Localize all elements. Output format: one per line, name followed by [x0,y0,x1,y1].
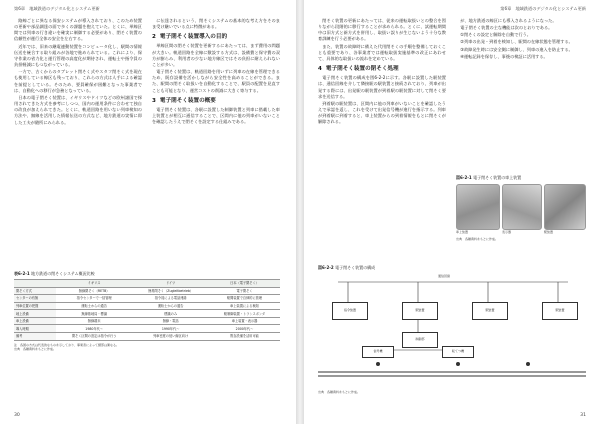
paragraph: 電子閉そく装置は、各駅に設置した制御装置と列車に搭載した車上装置とが相互に通信することで、区間内に他の列車がいないことを確認したうえで閉そくを設定する仕組みである。 [152,106,280,125]
figure-number: 図6-2-1 [456,175,472,180]
list-item: ①閉そくの設定と解除を自動で行う。 [460,32,531,38]
table-note: 注 各国の方式は代表的なものを示しており、事業者によって細部は異なる。 [14,342,120,347]
table-row [14,325,280,333]
equipment-photo [456,184,500,230]
table-cell: 閉そく方式 [14,287,56,295]
table-cell: 簡易閉そく（Zugleitbetrieb） [132,287,209,295]
table-row [14,302,280,310]
diagram-box: 制御部 [402,332,438,348]
table-cell: 1990年代〜 [132,325,209,333]
diagram-box: 駅装置 [472,302,508,320]
section-number: 3 [152,97,156,104]
table-cell: 駅制御装置・トランスポンダ [209,310,280,318]
table-row [14,317,280,325]
right-page-number: 31 [580,413,586,418]
right-running-head: 第6章 地域鉄道のデジタル化とシステム更新 [500,6,586,11]
section-title: 電子閉そく装置導入の目的 [159,34,228,41]
paragraph: に伝達されるという、閉そくシステムの基本的な考え方をそのまま受け継いでいる点に特徴がある。 [152,18,280,30]
diagram-label-network: 通信回線 [438,274,451,278]
right-page [304,0,600,424]
equipment-photo [502,184,542,230]
left-columns [14,18,280,127]
table-row [14,310,280,318]
table-cell: 車上装置による検知 [209,302,280,310]
paragraph: 日本の電子閉そく装置は、イギリスやドイツなどの欧州諸国で採用されてきた方式を参考にしつつ、国内の運用条件に合わせて独自の改良が加えられてきた。とくに、軌道回路を用いない列車検知の方法や、無線を活用した情報伝送の方式など、地方鉄道の実情に即した工夫が随所にみられる。 [14,94,142,125]
table-header-cell: ドイツ [132,280,209,288]
section-title: 電子閉そく装置の閉そく処理 [325,66,399,73]
section-heading [318,66,446,72]
paragraph: が、地方鉄道の線区にも導入されるようになった。 [460,18,557,23]
table-cell: 列車位置の把握 [14,302,56,310]
table-cell: 運転士からの通告 [132,302,209,310]
table-row [14,287,280,295]
table-note: 出典 各種資料をもとに作成。 [14,346,57,351]
equipment-photo [544,184,586,230]
figure-title [318,265,586,271]
paragraph: また、装置の故障時に備えた代用閉そくの手順を整備しておくことも重要であり、各事業者では運転取扱実施基準の改正にあわせて、具体的な取扱いの流れを定めている。 [318,43,446,61]
table-cell: 無線閉そく（RETB） [56,287,132,295]
left-column-1 [14,18,142,127]
section-heading [152,34,280,40]
gutter [296,0,304,424]
diagram-box: 駅装置 [542,302,578,320]
left-page-number: 30 [14,413,20,418]
list-item: ④運転記録を保存し、事後の検証に活用する。 [460,53,548,59]
table-cell: 2000年代〜 [209,325,280,333]
table-cell: 電子閉そく [209,287,280,295]
table-cell: 標識のみ [132,310,209,318]
paragraph: 電子閉そく装置の主な機能は次のとおりである。 [460,25,553,31]
table-title [14,271,280,277]
figure-source: 出典 各種資料をもとに作成。 [318,390,361,394]
list-item: ③故障発生時には安全側に制御し、列車の進入を防止する。 [460,46,573,52]
list-item: ②列車の出発・到着を検知し、駅間の在線状態を管理する。 [460,39,573,45]
table-cell: 1980年代〜 [56,325,132,333]
comparison-table [14,279,280,341]
right-column-2 [456,18,584,127]
figure-title [456,175,586,181]
comparison-table-block [14,268,280,351]
table-cell: 地上設備 [14,310,56,318]
table-row [14,295,280,303]
right-columns [318,18,584,127]
table-cell: 無線端末 [56,317,132,325]
figure-caption-title: 電子閉そく装置の構成 [335,265,376,270]
left-running-head: 第6章 地域鉄道のデジタル化とシステム更新 [14,6,100,11]
right-column-1 [318,18,446,127]
paragraph: 閉そく装置の更新にあたっては、従来の運転取扱いとの整合を図りながら段階的に移行することが求められる。とくに、試運転期間中は旧方式と新方式を併用し、取扱い誤りが生じないよう十分な教育訓練を行う必要がある。 [318,18,446,42]
table-cell: 駅間装置で自律的に管理 [209,295,280,303]
figure-source: 出典 各種資料をもとに作成。 [456,237,499,241]
diagram-box: 指令装置 [332,302,368,320]
table-notes [14,343,280,351]
table-cell: 指令センターで一括管理 [56,295,132,303]
diagram-box: 駅装置 [402,302,438,320]
table-header-cell: イギリス [56,280,132,288]
table-cell: 指令員による電話連絡 [132,295,209,303]
table-caption: 地方鉄道の閉そくシステム概況比較 [31,271,95,276]
table-row [14,333,280,341]
table-header-row [14,280,280,288]
section-title: 電子閉そく装置の概要 [159,97,216,104]
diagram-box: 転てつ機 [442,346,474,358]
table-cell: 車上装置・表示器 [209,317,280,325]
figure-caption-title: 電子閉そく装置の車上装置 [473,175,522,180]
table-cell: 既存設備を活用可能 [209,333,280,341]
table-cell: センターの有無 [14,295,56,303]
table-cell: 車上設備 [14,317,56,325]
paragraph: 単線区間の閉そく装置を更新するにあたっては、まず費用の問題が大きい。軌道回路を全線に敷設する方式は、設備費と保守費の双方が膨らみ、利用者の少ない地方線区ではその負担に耐えられないことが多い。 [152,43,280,67]
table-cell: 閉そく区間の設定は指令が行う [56,333,132,341]
table-cell: 列車密度の低い線区向け [132,333,209,341]
left-page [0,0,296,424]
section-number: 2 [152,34,156,41]
paragraph: 路線ごとに異なる保安システムが導入されており、このため装置の更新や部品調達の面で多くの課題を抱えていた。とくに、単線区間では列車の行き違いを確実に制御する必要があり、閉そく装置の信頼性が運行全体の安全を左右する。 [14,18,142,42]
photo-label: 表示器 [502,230,512,234]
table-cell: 導入時期 [14,325,56,333]
table-body [14,287,280,340]
paragraph: 到着駅の駅装置は、区間内に他の列車がいないことを確認したうえで承認を返し、これを受けて出発信号機が進行を指示する。列車が到着駅に到着すると、車上装置からの到着情報をもとに閉そくが解除される。 [318,100,446,125]
table-cell: 備考 [14,333,56,341]
table-number: 表6-2-1 [14,271,30,276]
paragraph: 電子閉そく装置は、軌道回路を用いずに列車の在線を管理できるため、既存設備を活かしながら安全性を高めることができる。また、駅間の閉そく取扱いを自動化することで、駅員の配置を見直すことも可能となり、運営コストの削減に大きく寄与する。 [152,69,280,93]
section-number: 4 [318,66,322,73]
table-header-cell [14,280,56,288]
table-header-cell: 日本（電子閉そく） [209,280,280,288]
paragraph: 電子閉そく装置の構成を図6-2-2に示す。各駅に設置した駅装置は、通信回線を介して隣接駅の駅装置と接続されており、列車が出発する際には、出発駅の駅装置が到着駅の駅装置に対して閉そく要求を送信する。 [318,75,446,99]
table-cell: 無線・電話 [132,317,209,325]
diagram-box: 信号機 [362,346,394,358]
photo-label: 駅装置 [544,230,554,234]
figure-number: 図6-2-2 [318,265,334,270]
table-cell: 運転士からの通告 [56,302,132,310]
photo-label: 車上装置 [456,230,469,234]
table-cell: 無線基地局・標識 [56,310,132,318]
diagram-lines [318,272,586,390]
paragraph: 近年では、旧来の継電連動装置をコンピュータ化し、駅間の情報伝送を統合する取り組みが各地で進められている。これにより、保守作業の省力化と運行管理の高度化が期待され、運転士や指令員の負担軽減にもつながっている。 [14,43,142,68]
paragraph: 一方で、古くからのタブレット閉そく式やスタフ閉そく式を現在も使用している線区も残っており、これらの方式は人手による確認を前提としている。そのため、要員確保が困難となった事業者では、自動化への移行が急務となっている。 [14,69,142,93]
figure-system-diagram [318,262,586,402]
figure-onboard-equipment [456,172,586,247]
left-column-2 [152,18,280,127]
section-heading [152,98,280,104]
